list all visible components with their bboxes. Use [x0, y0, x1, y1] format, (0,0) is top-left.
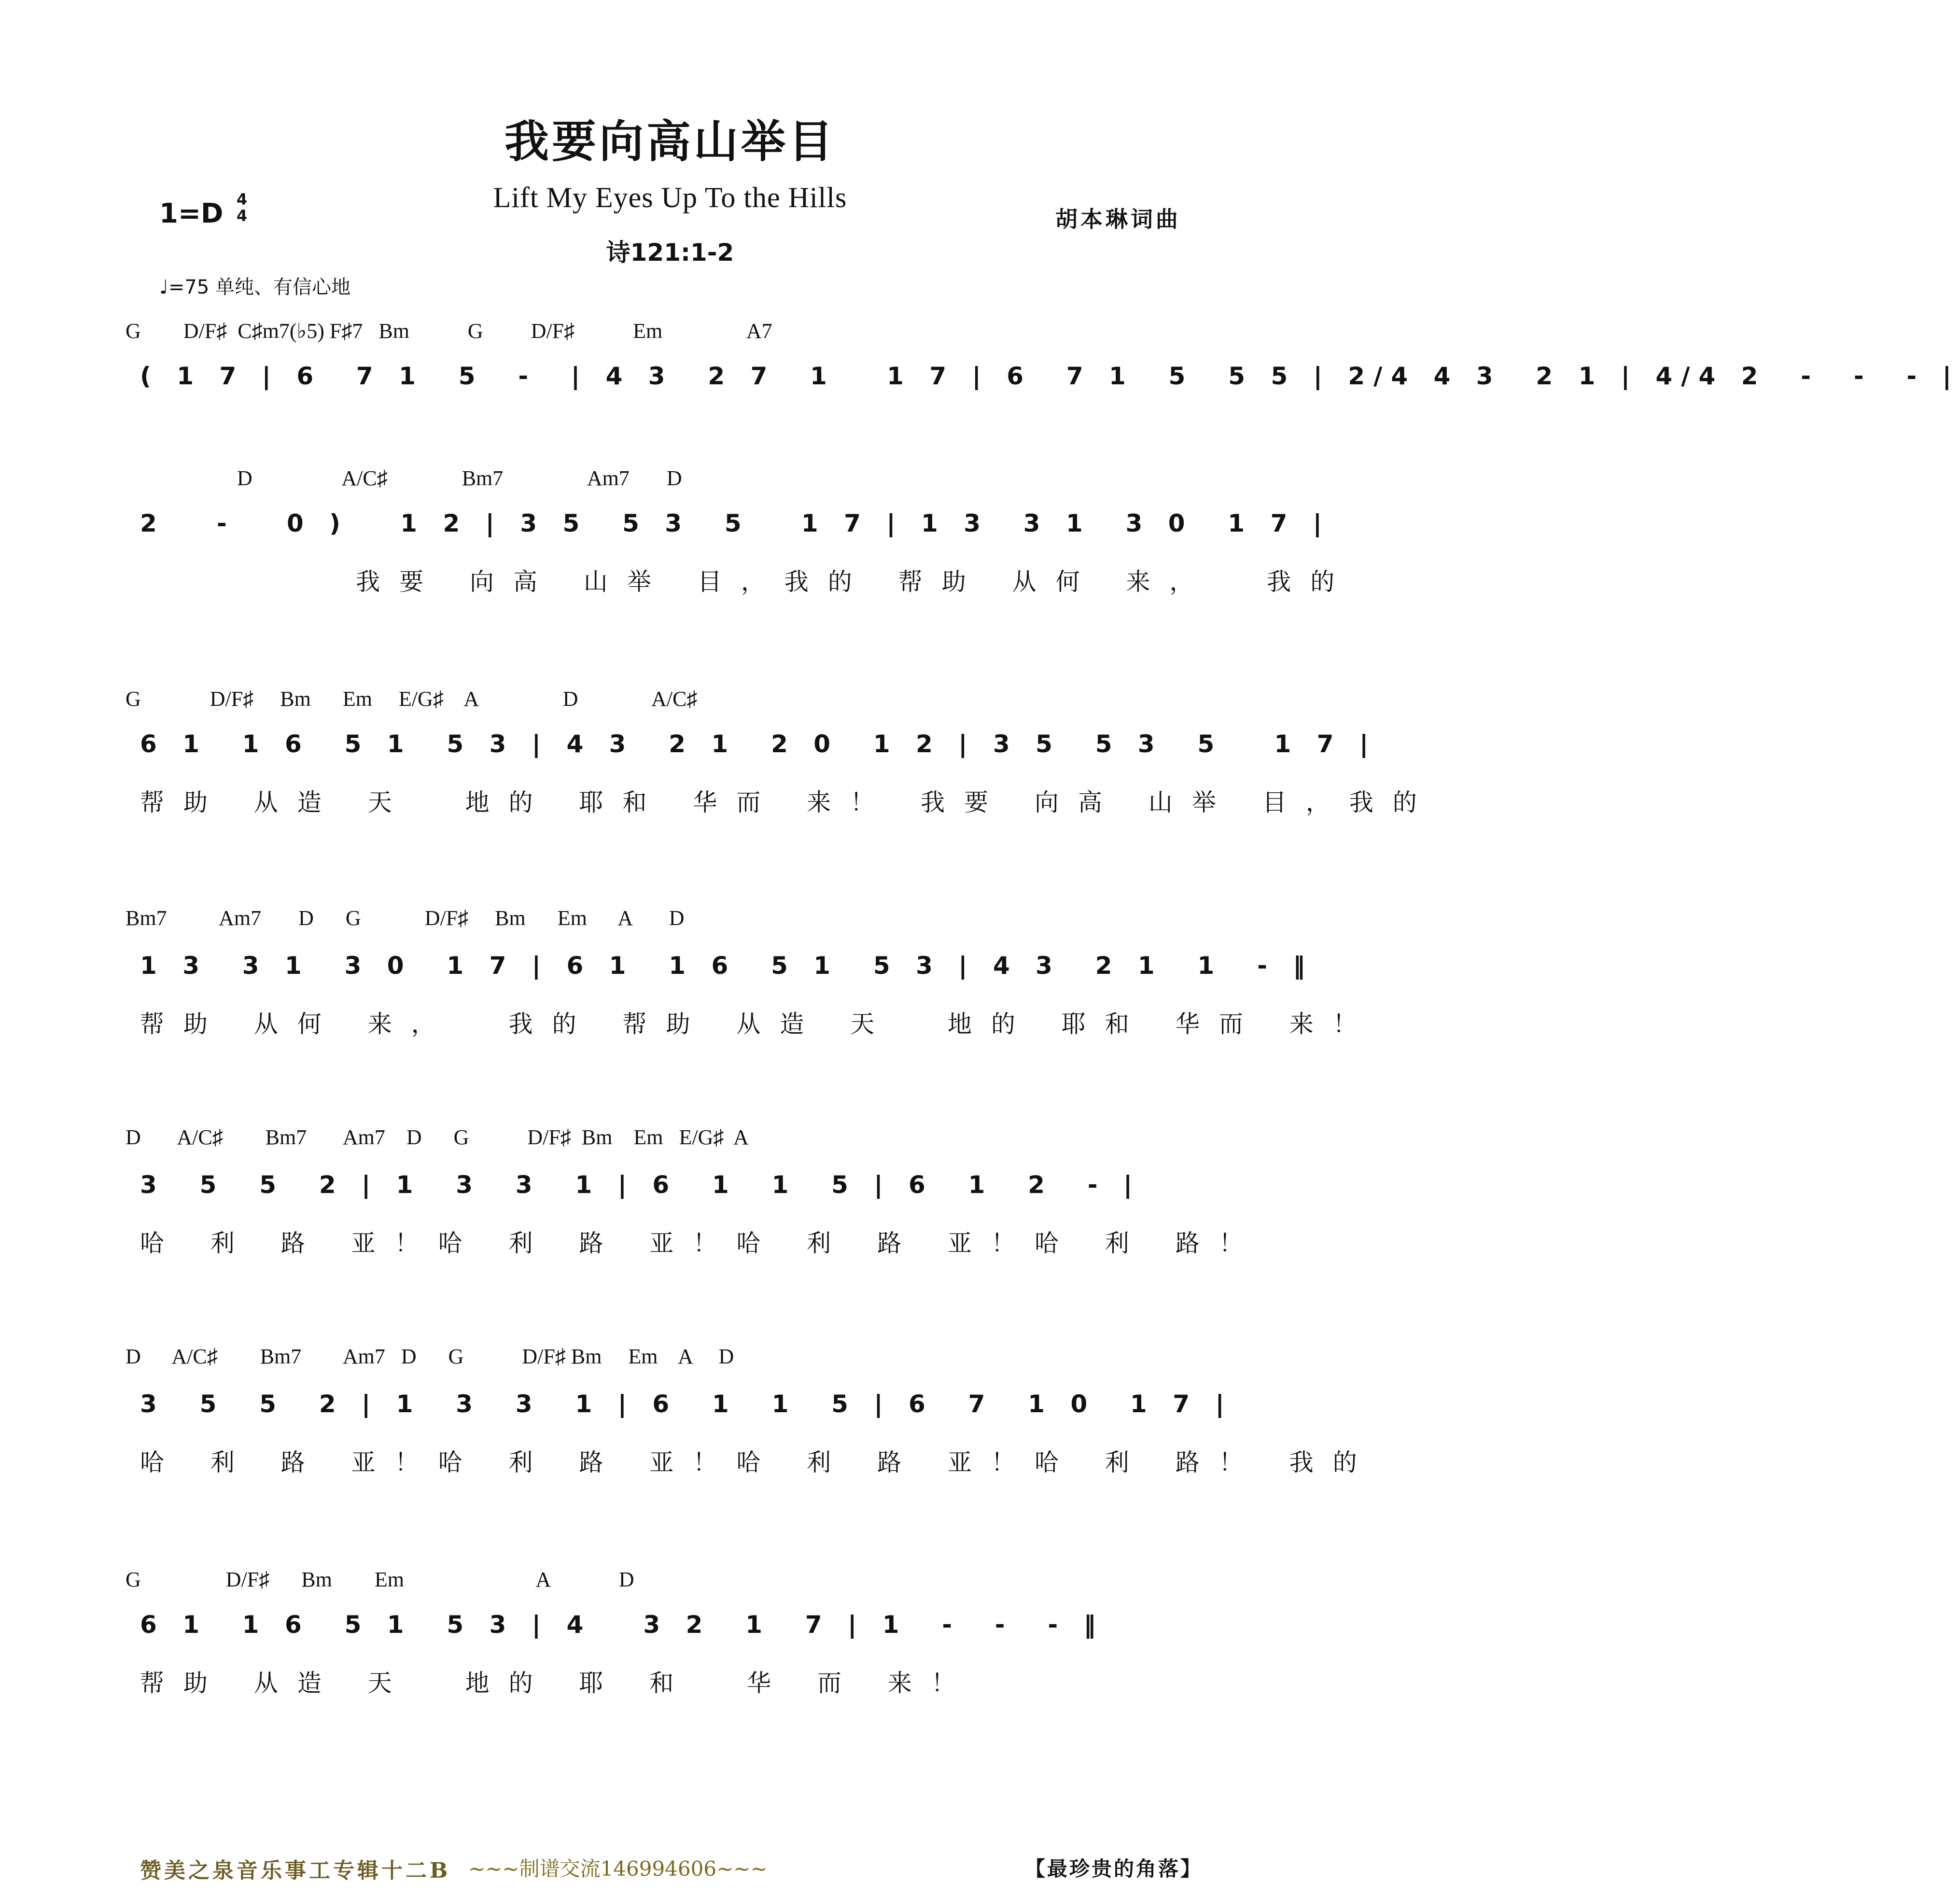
note-row: 1 3 3 1 3 0 1 7 | 6 1 1 6 5 1 5 3 | 4 3 2 1 1 - ‖ [140, 952, 1314, 980]
composer: 胡本琳词曲 [1055, 206, 1181, 232]
score-subtitle: Lift My Eyes Up To the Hills [493, 182, 847, 213]
lyric-row: 我要 向高 山举 目，我的 帮助 从何 来， 我的 [140, 568, 1354, 596]
chord-row: G D/F♯ Bm Em E/G♯ A D A/C♯ [126, 687, 698, 711]
note-row: 3 5 5 2 | 1 3 3 1 | 6 1 1 5 | 6 7 1 0 1 7 | [140, 1390, 1233, 1418]
footer-album: 赞美之泉音乐事工专辑十二B [140, 1858, 451, 1883]
chord-row: G D/F♯ C♯m7(♭5) F♯7 Bm G D/F♯ Em A7 [126, 319, 772, 343]
lyric-row: 帮助 从造 天 地的 耶 和 华 而 来！ [140, 1669, 975, 1697]
lyric-row: 哈 利 路 亚！哈 利 路 亚！哈 利 路 亚！哈 利 路！ [140, 1229, 1262, 1257]
note-row: 2 - 0 ) 1 2 | 3 5 5 3 5 1 7 | 1 3 3 1 3 0 1 7 | [140, 509, 1331, 537]
note-row: ( 1 7 | 6 7 1 5 - | 4 3 2 7 1 1 7 | 6 7 1 5 5 5 | 2/4 4 3 2 1 | 4/4 2 - - - | [140, 362, 1960, 390]
lyric-row: 帮助 从造 天 地的 耶和 华而 来！ 我要 向高 山举 目，我的 [140, 788, 1436, 816]
scripture-reference: 诗121:1-2 [606, 239, 734, 267]
note-row: 3 5 5 2 | 1 3 3 1 | 6 1 1 5 | 6 1 2 - | [140, 1171, 1141, 1199]
footer-contact: ~~~制谱交流146994606~~~ [468, 1857, 768, 1881]
key-signature: 1=D [159, 198, 224, 229]
lyric-row: 哈 利 路 亚！哈 利 路 亚！哈 利 路 亚！哈 利 路！ 我的 [140, 1448, 1376, 1476]
time-signature: 4 4 [237, 190, 248, 225]
note-row: 6 1 1 6 5 1 5 3 | 4 3 2 1 2 0 1 2 | 3 5 5 3 5 1 7 | [140, 730, 1377, 758]
footer-source: 【最珍贵的角落】 [1024, 1857, 1203, 1881]
note-row: 6 1 1 6 5 1 5 3 | 4 3 2 1 7 | 1 - - - ‖ [140, 1611, 1105, 1639]
chord-row: D A/C♯ Bm7 Am7 D [126, 466, 682, 490]
chord-row: D A/C♯ Bm7 Am7 D G D/F♯ Bm Em E/G♯ A [126, 1125, 749, 1149]
chord-row: D A/C♯ Bm7 Am7 D G D/F♯ Bm Em A D [126, 1345, 734, 1368]
lyric-row: 帮助 从何 来， 我的 帮助 从造 天 地的 耶和 华而 来！ [140, 1010, 1376, 1038]
score-title: 我要向高山举目 [504, 115, 836, 168]
chord-row: G D/F♯ Bm Em A D [126, 1568, 634, 1591]
tempo-marking: ♩=75 单纯、有信心地 [159, 276, 350, 298]
chord-row: Bm7 Am7 D G D/F♯ Bm Em A D [126, 906, 685, 930]
